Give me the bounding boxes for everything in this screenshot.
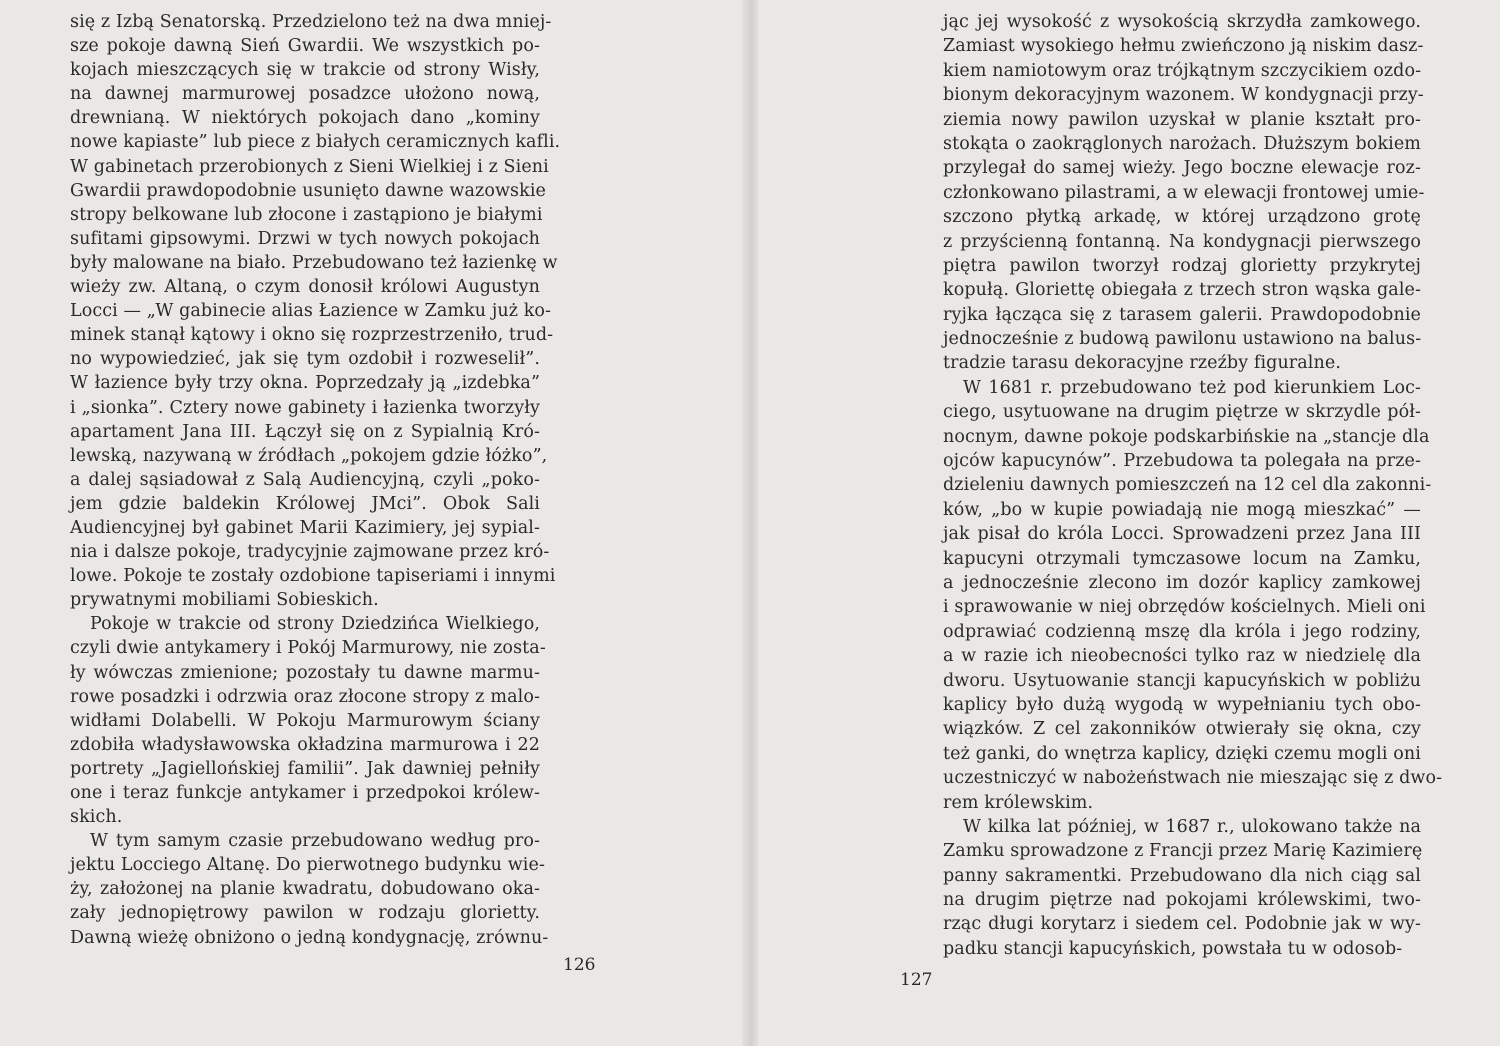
text-line: wiązków. Z cel zakonników otwierały się okna, czy	[943, 719, 1421, 740]
text-line: skich.	[70, 807, 123, 828]
text-line: uczestniczyć w nabożeństwach nie mieszając się z dwo-	[943, 768, 1443, 789]
text-line: drewnianą. W niektórych pokojach dano „kominy	[70, 108, 540, 129]
text-line: ły wówczas zmienione; pozostały tu dawne marmu-	[70, 662, 540, 683]
text-line: jak pisał do króla Locci. Sprowadzeni przez Jana III	[943, 524, 1421, 545]
text-line: jektu Locciego Altanę. Do pierwotnego budynku wie-	[70, 855, 545, 876]
text-line: rem królewskim.	[943, 792, 1094, 813]
text-line: członkowano pilastrami, a w elewacji frontowej umie-	[943, 182, 1425, 203]
text-line: zały jednopiętrowy pawilon w rodzaju glorietty.	[70, 903, 540, 924]
text-line: Pokoje w trakcie od strony Dziedzińca Wielkiego,	[90, 614, 540, 635]
text-line: na drugim piętrze nad pokojami królewskimi, two-	[943, 890, 1421, 911]
text-line: W tym samym czasie przebudowano według pro-	[90, 831, 540, 852]
text-line: a dalej sąsiadował z Salą Audiencyjną, czyli „poko-	[70, 469, 540, 490]
text-line: sufitami gipsowymi. Drzwi w tych nowych pokojach	[70, 228, 540, 249]
right-page-number: 127	[900, 970, 933, 990]
book-gutter	[742, 0, 758, 1046]
text-line: jem gdzie baldekin Królowej JMci”. Obok Sali	[70, 493, 540, 514]
left-page-number: 126	[563, 955, 596, 975]
text-line: nowe kapiaste” lub piece z białych ceramicznych kafli.	[70, 132, 561, 153]
text-line: z przyścienną fontanną. Na kondygnacji pierwszego	[943, 231, 1421, 252]
text-line: lowe. Pokoje te zostały ozdobione tapiseriami i innymi	[70, 566, 556, 587]
text-line: ków, „bo w kupie powiadają nie mogą mieszkać” —	[943, 499, 1421, 520]
text-line: były malowane na biało. Przebudowano też łazienkę w	[70, 252, 558, 273]
text-line: przylegał do samej wieży. Jego boczne elewacje roz-	[943, 158, 1421, 179]
text-line: rowe posadzki i odrzwia oraz złocone stropy z malo-	[70, 686, 540, 707]
text-line: kojach mieszczących się w trakcie od strony Wisły,	[70, 60, 540, 81]
text-line: no wypowiedzieć, jak się tym ozdobił i rozweselił”.	[70, 349, 540, 370]
text-line: minek stanął kątowy i okno się rozprzestrzeniło, trud-	[70, 325, 554, 346]
text-line: czyli dwie antykamery i Pokój Marmurowy, nie zosta-	[70, 638, 546, 659]
text-line: bionym dekoracyjnym wazonem. W kondygnacji przy-	[943, 85, 1424, 106]
text-line: się z Izbą Senatorską. Przedzielono też na dwa mniej-	[70, 12, 552, 32]
text-line: rząc długi korytarz i siedem cel. Podobnie jak w wy-	[943, 914, 1421, 935]
text-line: lewską, nazywaną w źródłach „pokojem gdzie łóżko”,	[70, 445, 548, 466]
text-line: odprawiać codzienną mszę dla króla i jego rodziny,	[943, 621, 1421, 642]
text-line: prywatnymi mobiliami Sobieskich.	[70, 590, 379, 611]
text-line: apartament Jana III. Łączył się on z Sypialnią Kró-	[70, 421, 540, 442]
text-line: nocnym, dawne pokoje podskarbińskie na „stancje dla	[943, 426, 1430, 447]
text-line: sze pokoje dawną Sień Gwardii. We wszystkich po-	[70, 36, 540, 57]
right-page-text	[943, 10, 1443, 961]
text-line: ziemia nowy pawilon uzyskał w planie kształt pro-	[943, 109, 1421, 130]
text-line: W kilka lat później, w 1687 r., ulokowano także na	[963, 816, 1421, 837]
text-line: kapucyni otrzymali tymczasowe locum na Zamku,	[943, 548, 1421, 569]
text-line: ojców kapucynów”. Przebudowa ta polegała na prze-	[943, 451, 1421, 472]
left-page-text	[70, 10, 561, 950]
text-line: one i teraz funkcje antykamer i przedpokoi królew-	[70, 783, 540, 803]
text-line: Audiencyjnej był gabinet Marii Kazimiery, jej sypial-	[70, 517, 540, 538]
text-line: nia i dalsze pokoje, tradycyjnie zajmowane przez kró-	[70, 542, 550, 563]
text-line: widłami Dolabelli. W Pokoju Marmurowym ściany	[70, 710, 540, 731]
text-line: też ganki, do wnętrza kaplicy, dzięki czemu mogli oni	[943, 743, 1421, 764]
text-line: portrety „Jagiellońskiej familii”. Jak dawniej pełniły	[70, 758, 540, 779]
text-line: stokąta o zaokrąglonych narożach. Dłuższym bokiem	[943, 133, 1421, 154]
text-line: szczono płytką arkadę, w której urządzono grotę	[943, 207, 1421, 228]
text-line: Locci — „W gabinecie alias Łazience w Zamku już ko-	[70, 301, 552, 322]
text-line: panny sakramentki. Przebudowano dla nich ciąg sal	[943, 865, 1421, 886]
text-line: kaplicy było dużą wygodą w wypełnianiu tych obo-	[943, 694, 1421, 715]
text-line: padku stancji kapucyńskich, powstała tu w odosob-	[943, 938, 1403, 959]
text-line: i „sionka”. Cztery nowe gabinety i łazienka tworzyły	[70, 397, 540, 418]
text-line: stropy belkowane lub złocone i zastąpiono je białymi	[70, 204, 543, 225]
text-line: W gabinetach przerobionych z Sieni Wielkiej i z Sieni	[70, 156, 549, 177]
text-line: ciego, usytuowane na drugim piętrze w skrzydle pół-	[943, 402, 1421, 423]
text-line: zdobiła władysławowska okładzina marmurowa i 22	[70, 734, 540, 755]
text-line: Dawną wieżę obniżono o jedną kondygnację, zrównu-	[70, 927, 549, 948]
text-line: a jednocześnie zlecono im dozór kaplicy zamkowej	[943, 572, 1421, 593]
left-page	[70, 10, 561, 950]
text-line: ryjka łącząca się z tarasem galerii. Prawdopodobnie	[943, 304, 1421, 325]
text-line: jednocześnie z budową pawilonu ustawiono na balus-	[943, 329, 1422, 350]
text-line: Gwardii prawdopodobnie usunięto dawne wazowskie	[70, 180, 546, 201]
text-line: na dawnej marmurowej posadzce ułożono nową,	[70, 84, 540, 105]
text-line: Zamiast wysokiego hełmu zwieńczono ją niskim dasz-	[943, 36, 1424, 57]
text-line: kopułą. Gloriettę obiegała z trzech stron wąska gale-	[943, 280, 1421, 301]
text-line: dzieleniu dawnych pomieszczeń na 12 cel dla zakonni-	[943, 475, 1432, 496]
text-line: kiem namiotowym oraz trójkątnym szczycikiem ozdo-	[943, 60, 1422, 81]
right-page	[943, 10, 1443, 961]
text-line: dworu. Usytuowanie stancji kapucyńskich w pobliżu	[943, 670, 1421, 691]
text-line: piętra pawilon tworzył rodzaj glorietty przykrytej	[943, 255, 1421, 276]
text-line: wieży zw. Altaną, o czym donosił królowi Augustyn	[70, 277, 540, 298]
text-line: W łazience były trzy okna. Poprzedzały ją „izdebka”	[70, 373, 540, 394]
text-line: tradzie tarasu dekoracyjne rzeźby figuralne.	[943, 353, 1341, 374]
text-line: ży, założonej na planie kwadratu, dobudowano oka-	[70, 879, 540, 900]
text-line: Zamku sprowadzone z Francji przez Marię Kazimierę	[943, 841, 1423, 862]
text-line: i sprawowanie w niej obrzędów kościelnych. Mieli oni	[943, 597, 1426, 618]
text-line: a w razie ich nieobecności tylko raz w niedzielę dla	[943, 646, 1421, 667]
text-line: jąc jej wysokość z wysokością skrzydła zamkowego.	[943, 12, 1421, 32]
text-line: W 1681 r. przebudowano też pod kierunkiem Loc-	[963, 377, 1421, 398]
